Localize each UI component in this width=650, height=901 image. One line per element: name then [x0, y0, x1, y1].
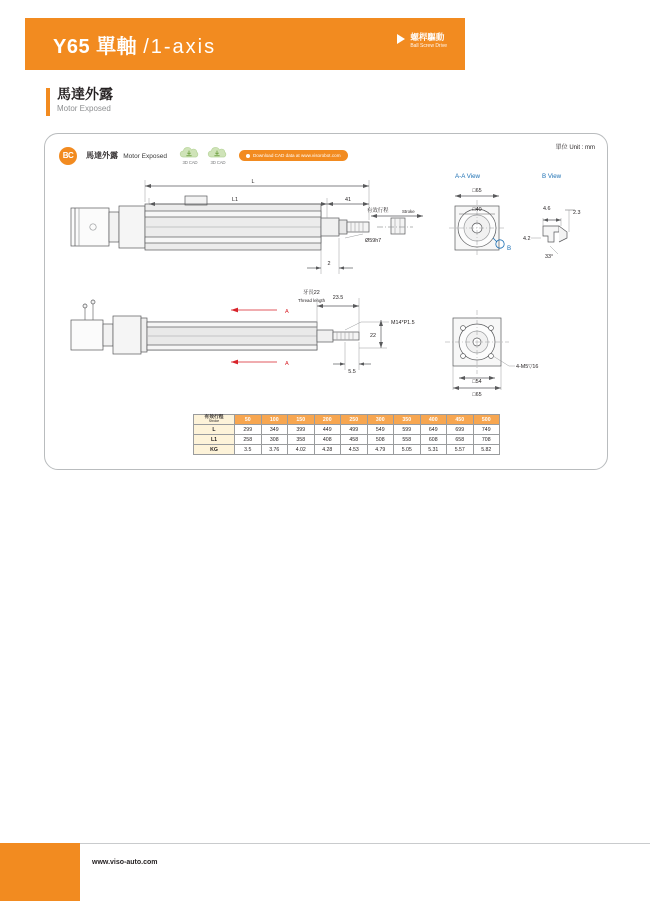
- variant-badge: BC: [59, 147, 77, 165]
- cell: 5.31: [420, 445, 447, 455]
- b-23-label: 2.3: [573, 210, 581, 216]
- view-aa-label: A-A View: [455, 173, 480, 180]
- footer-url: www.viso-auto.com: [92, 859, 158, 866]
- variant-label-cn: 馬達外露: [86, 151, 118, 160]
- row-label-L1: L1: [194, 435, 235, 445]
- sq54-label: □54: [472, 379, 482, 385]
- table-header-row: [194, 415, 500, 425]
- spec-table: [193, 414, 500, 455]
- cell: 4.53: [341, 445, 368, 455]
- cell: 549: [367, 425, 394, 435]
- diameter-label: Ø59h7: [365, 238, 382, 244]
- cell: 3.5: [235, 445, 262, 455]
- cell: 5.57: [447, 445, 474, 455]
- sq40-label: □40: [472, 207, 482, 213]
- stroke-col-3: 200: [314, 415, 341, 425]
- stroke-col-2: 150: [288, 415, 315, 425]
- header-model: Y65: [53, 36, 91, 58]
- cell: 5.82: [473, 445, 500, 455]
- stroke-col-5: 300: [367, 415, 394, 425]
- cell: 608: [420, 435, 447, 445]
- stroke-col-6: 350: [394, 415, 421, 425]
- table-corner-cn: 有效行程: [204, 415, 224, 421]
- thread-spec-label: M14*P1.5: [391, 320, 415, 326]
- header-title-cn: 單軸: [96, 36, 138, 58]
- stroke-label-en: Stroke: [402, 209, 415, 214]
- cell: 599: [394, 425, 421, 435]
- cell: 649: [420, 425, 447, 435]
- cell: 699: [447, 425, 474, 435]
- table-row: [194, 445, 500, 455]
- cell: 558: [394, 435, 421, 445]
- b-33-label: 33°: [545, 254, 554, 260]
- thread-label-cn: 牙長22: [303, 290, 320, 296]
- cell: 508: [367, 435, 394, 445]
- cell: 708: [473, 435, 500, 445]
- footer-divider: [80, 843, 650, 844]
- header-title-en: /1-axis: [143, 36, 217, 58]
- cell: 299: [235, 425, 262, 435]
- header-drive-label: [410, 32, 447, 50]
- sq65-bottom-label: □65: [472, 392, 482, 398]
- cell: 749: [473, 425, 500, 435]
- cell: 349: [261, 425, 288, 435]
- dim-2-label: 2: [327, 261, 331, 267]
- section-mark-a-top: A: [285, 309, 289, 315]
- table-corner-en: Stroke: [208, 419, 220, 424]
- stroke-col-4: 250: [341, 415, 368, 425]
- cell: 399: [288, 425, 315, 435]
- section-title-en: Motor Exposed: [57, 104, 111, 113]
- section-accent-bar: [46, 88, 50, 116]
- row-label-KG: KG: [194, 445, 235, 455]
- dim-L-label: L: [251, 179, 255, 185]
- cad-link-1-label: 3D CAD: [182, 160, 198, 165]
- dim-L1-label: L1: [232, 197, 238, 203]
- cell: 4.02: [288, 445, 315, 455]
- stroke-col-7: 400: [420, 415, 447, 425]
- cell: 258: [235, 435, 262, 445]
- cell: 3.76: [261, 445, 288, 455]
- cell: 449: [314, 425, 341, 435]
- cell: 358: [288, 435, 315, 445]
- table-row: [194, 425, 500, 435]
- cell: 408: [314, 435, 341, 445]
- dim-22-label: 22: [370, 333, 376, 339]
- dim-235-label: 23.5: [332, 295, 344, 301]
- section-heading: [46, 86, 113, 115]
- view-b-label: B View: [542, 173, 562, 180]
- page-title: [53, 30, 216, 59]
- unit-label: 單位 Unit : mm: [555, 145, 595, 151]
- section-mark-a-bottom: A: [285, 361, 289, 367]
- thread-label-en: Thread length: [298, 298, 326, 303]
- sq65-top-label: □65: [472, 188, 482, 194]
- cell: 308: [261, 435, 288, 445]
- cell: 658: [447, 435, 474, 445]
- stroke-col-9: 500: [473, 415, 500, 425]
- page-header: [25, 18, 465, 70]
- download-cad-label: Download CAD data at www.visorobot.com: [252, 153, 341, 158]
- screws-label: 4-M5▽16: [516, 364, 539, 370]
- stroke-col-8: 450: [447, 415, 474, 425]
- play-triangle-icon: [397, 34, 405, 44]
- dim-41-label: 41: [345, 197, 351, 203]
- cell: 458: [341, 435, 368, 445]
- footer-accent-block: [0, 843, 80, 901]
- header-drive-en: Ball Screw Drive: [410, 43, 447, 50]
- stroke-col-1: 100: [261, 415, 288, 425]
- section-title-cn: 馬達外露: [57, 86, 113, 102]
- cell: 499: [341, 425, 368, 435]
- b-46-label: 4.6: [543, 206, 551, 212]
- cell: 4.79: [367, 445, 394, 455]
- detail-mark-b: B: [507, 245, 512, 252]
- stroke-label-cn: 有效行程: [367, 208, 389, 214]
- cell: 5.05: [394, 445, 421, 455]
- dim-55-label: 5.5: [348, 369, 356, 375]
- cell: 4.28: [314, 445, 341, 455]
- row-label-L: L: [194, 425, 235, 435]
- cad-link-2-label: 3D CAD: [210, 160, 226, 165]
- b-42-label: 4.2: [523, 236, 531, 242]
- table-row: [194, 435, 500, 445]
- variant-label-en: Motor Exposed: [123, 153, 167, 160]
- header-drive-cn: 螺桿驅動: [410, 32, 445, 42]
- table-corner-cell: [194, 415, 235, 425]
- stroke-col-0: 50: [235, 415, 262, 425]
